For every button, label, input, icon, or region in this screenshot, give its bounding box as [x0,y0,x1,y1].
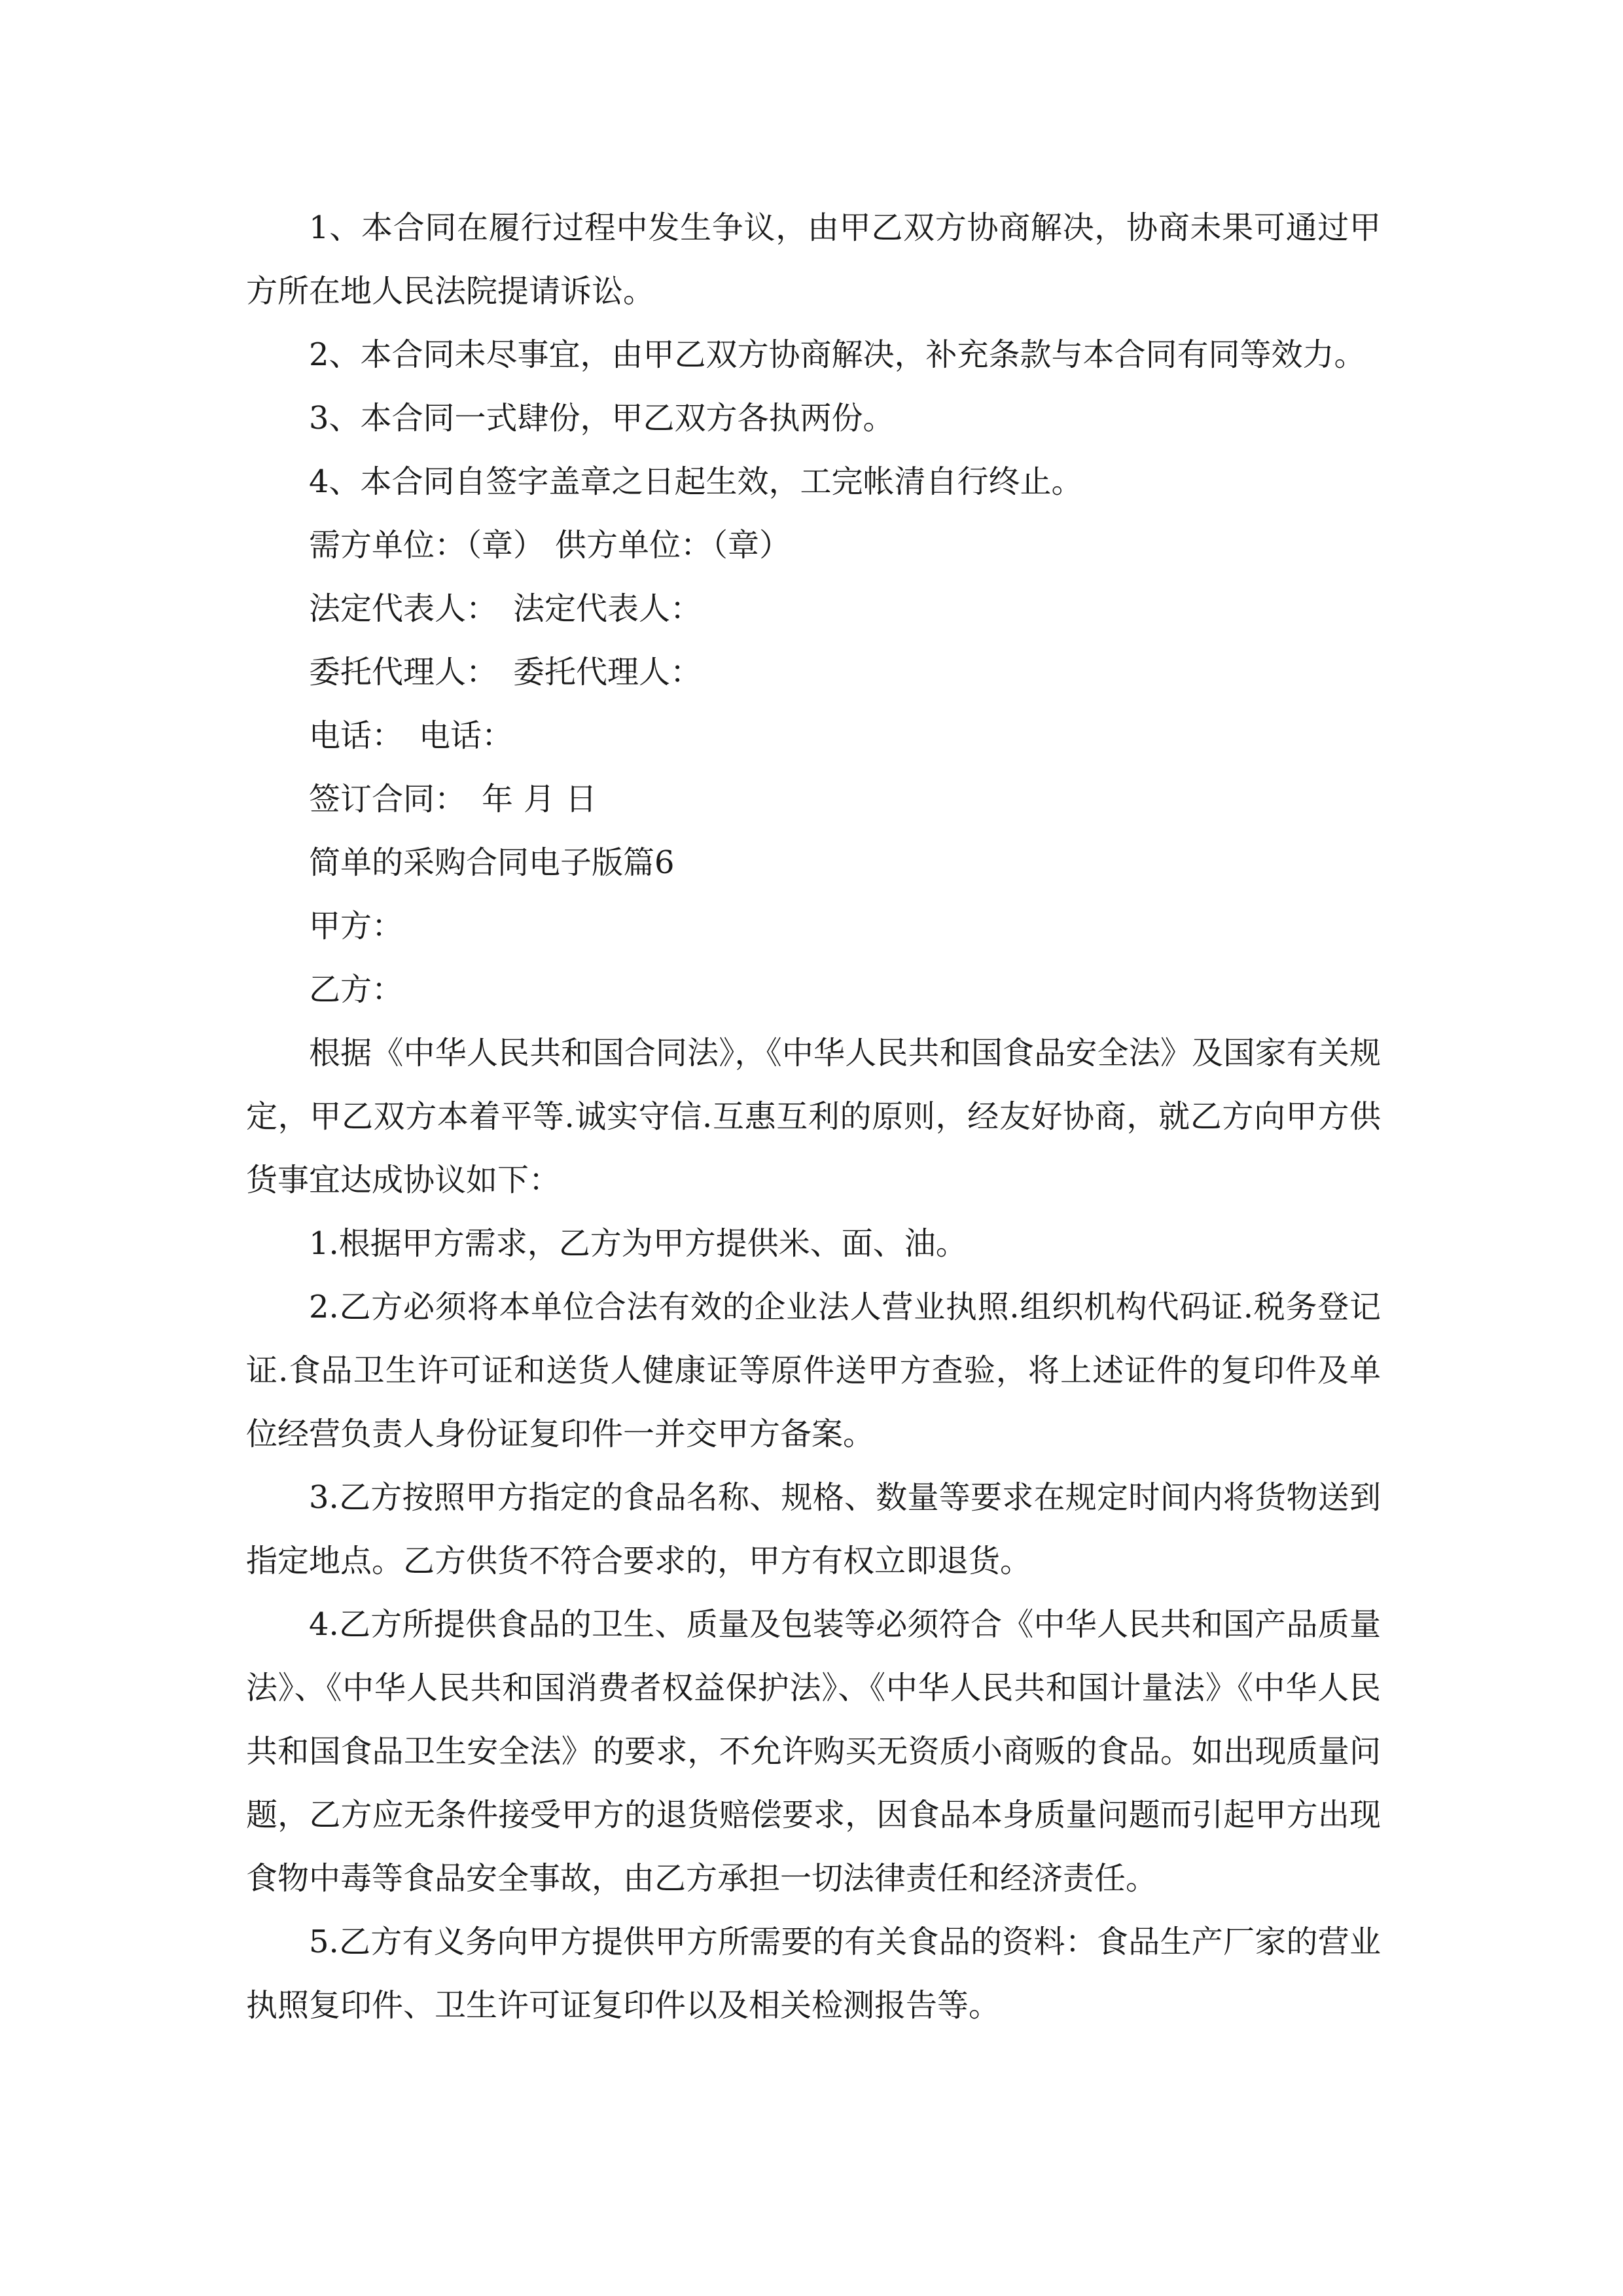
clause-paragraph: 4、本合同自签字盖章之日起生效，工完帐清自行终止。 [309,463,1083,500]
phone-buyer-label: 电话： [309,717,404,754]
buyer-unit-label: 需方单位：（章） [309,527,545,564]
legal-rep-buyer-label: 法定代表人： [309,590,498,627]
clause-paragraph: 5.乙方有义务向甲方提供甲方所需要的有关食品的资料：食品生产厂家的营业执照复印件、卫生许可证复印件以及相关检测报告等。 [246,1924,1381,2024]
clause-paragraph: 1.根据甲方需求，乙方为甲方提供米、面、油。 [309,1225,967,1262]
party-b-label: 乙方： [309,971,404,1008]
clause-paragraph: 2.乙方必须将本单位合法有效的企业法人营业执照.组织机构代码证.税务登记证.食品卫生许可证和送货人健康证等原件送甲方查验，将上述证件的复印件及单位经营负责人身份证复印件一并交甲方备案。 [246,1289,1381,1452]
signature-legal-rep-row [246,577,1381,641]
legal-rep-supplier-label: 法定代表人： [513,590,702,627]
phone-supplier-label: 电话： [419,717,514,754]
date-year: 年 [482,781,514,817]
document-body [246,196,1381,2037]
clause-paragraph: 3、本合同一式肆份，甲乙双方各执两份。 [309,400,895,437]
clause-paragraph: 3.乙方按照甲方指定的食品名称、规格、数量等要求在规定时间内将货物送到指定地点。乙方供货不符合要求的，甲方有权立即退货。 [246,1479,1381,1579]
signed-date-label: 签订合同： [309,781,467,817]
party-a-label: 甲方： [309,908,404,944]
section-title: 简单的采购合同电子版篇6 [309,844,675,881]
signature-agent-row [246,641,1381,704]
clause-paragraph: 1、本合同在履行过程中发生争议，由甲乙双方协商解决，协商未果可通过甲方所在地人民法院提请诉讼。 [246,209,1381,310]
agent-supplier-label: 委托代理人： [513,654,702,691]
signature-phone-row [246,704,1381,768]
date-month: 月 [524,781,556,817]
signature-unit-row [246,514,1381,577]
clause-paragraph: 4.乙方所提供食品的卫生、质量及包装等必须符合《中华人民共和国产品质量法》、《中华人民共和国消费者权益保护法》、《中华人民共和国计量法》《中华人民共和国食品卫生安全法》的要求，不允许购买无资质小商贩的食品。如出现质量问题，乙方应无条件接受甲方的退货赔偿要求，因食品本身质量问题而引起甲方出现食物中毒等食品安全事故，由乙方承担一切法律责任和经济责任。 [246,1606,1381,1897]
date-day: 日 [565,781,597,817]
clause-paragraph: 2、本合同未尽事宜，由甲乙双方协商解决，补充条款与本合同有同等效力。 [309,336,1366,373]
agent-buyer-label: 委托代理人： [309,654,498,691]
supplier-unit-label: 供方单位：（章） [555,527,791,564]
signature-date-row [246,768,1381,831]
intro-paragraph: 根据《中华人民共和国合同法》，《中华人民共和国食品安全法》及国家有关规定，甲乙双方本着平等.诚实守信.互惠互利的原则，经友好协商，就乙方向甲方供货事宜达成协议如下： [246,1035,1381,1198]
